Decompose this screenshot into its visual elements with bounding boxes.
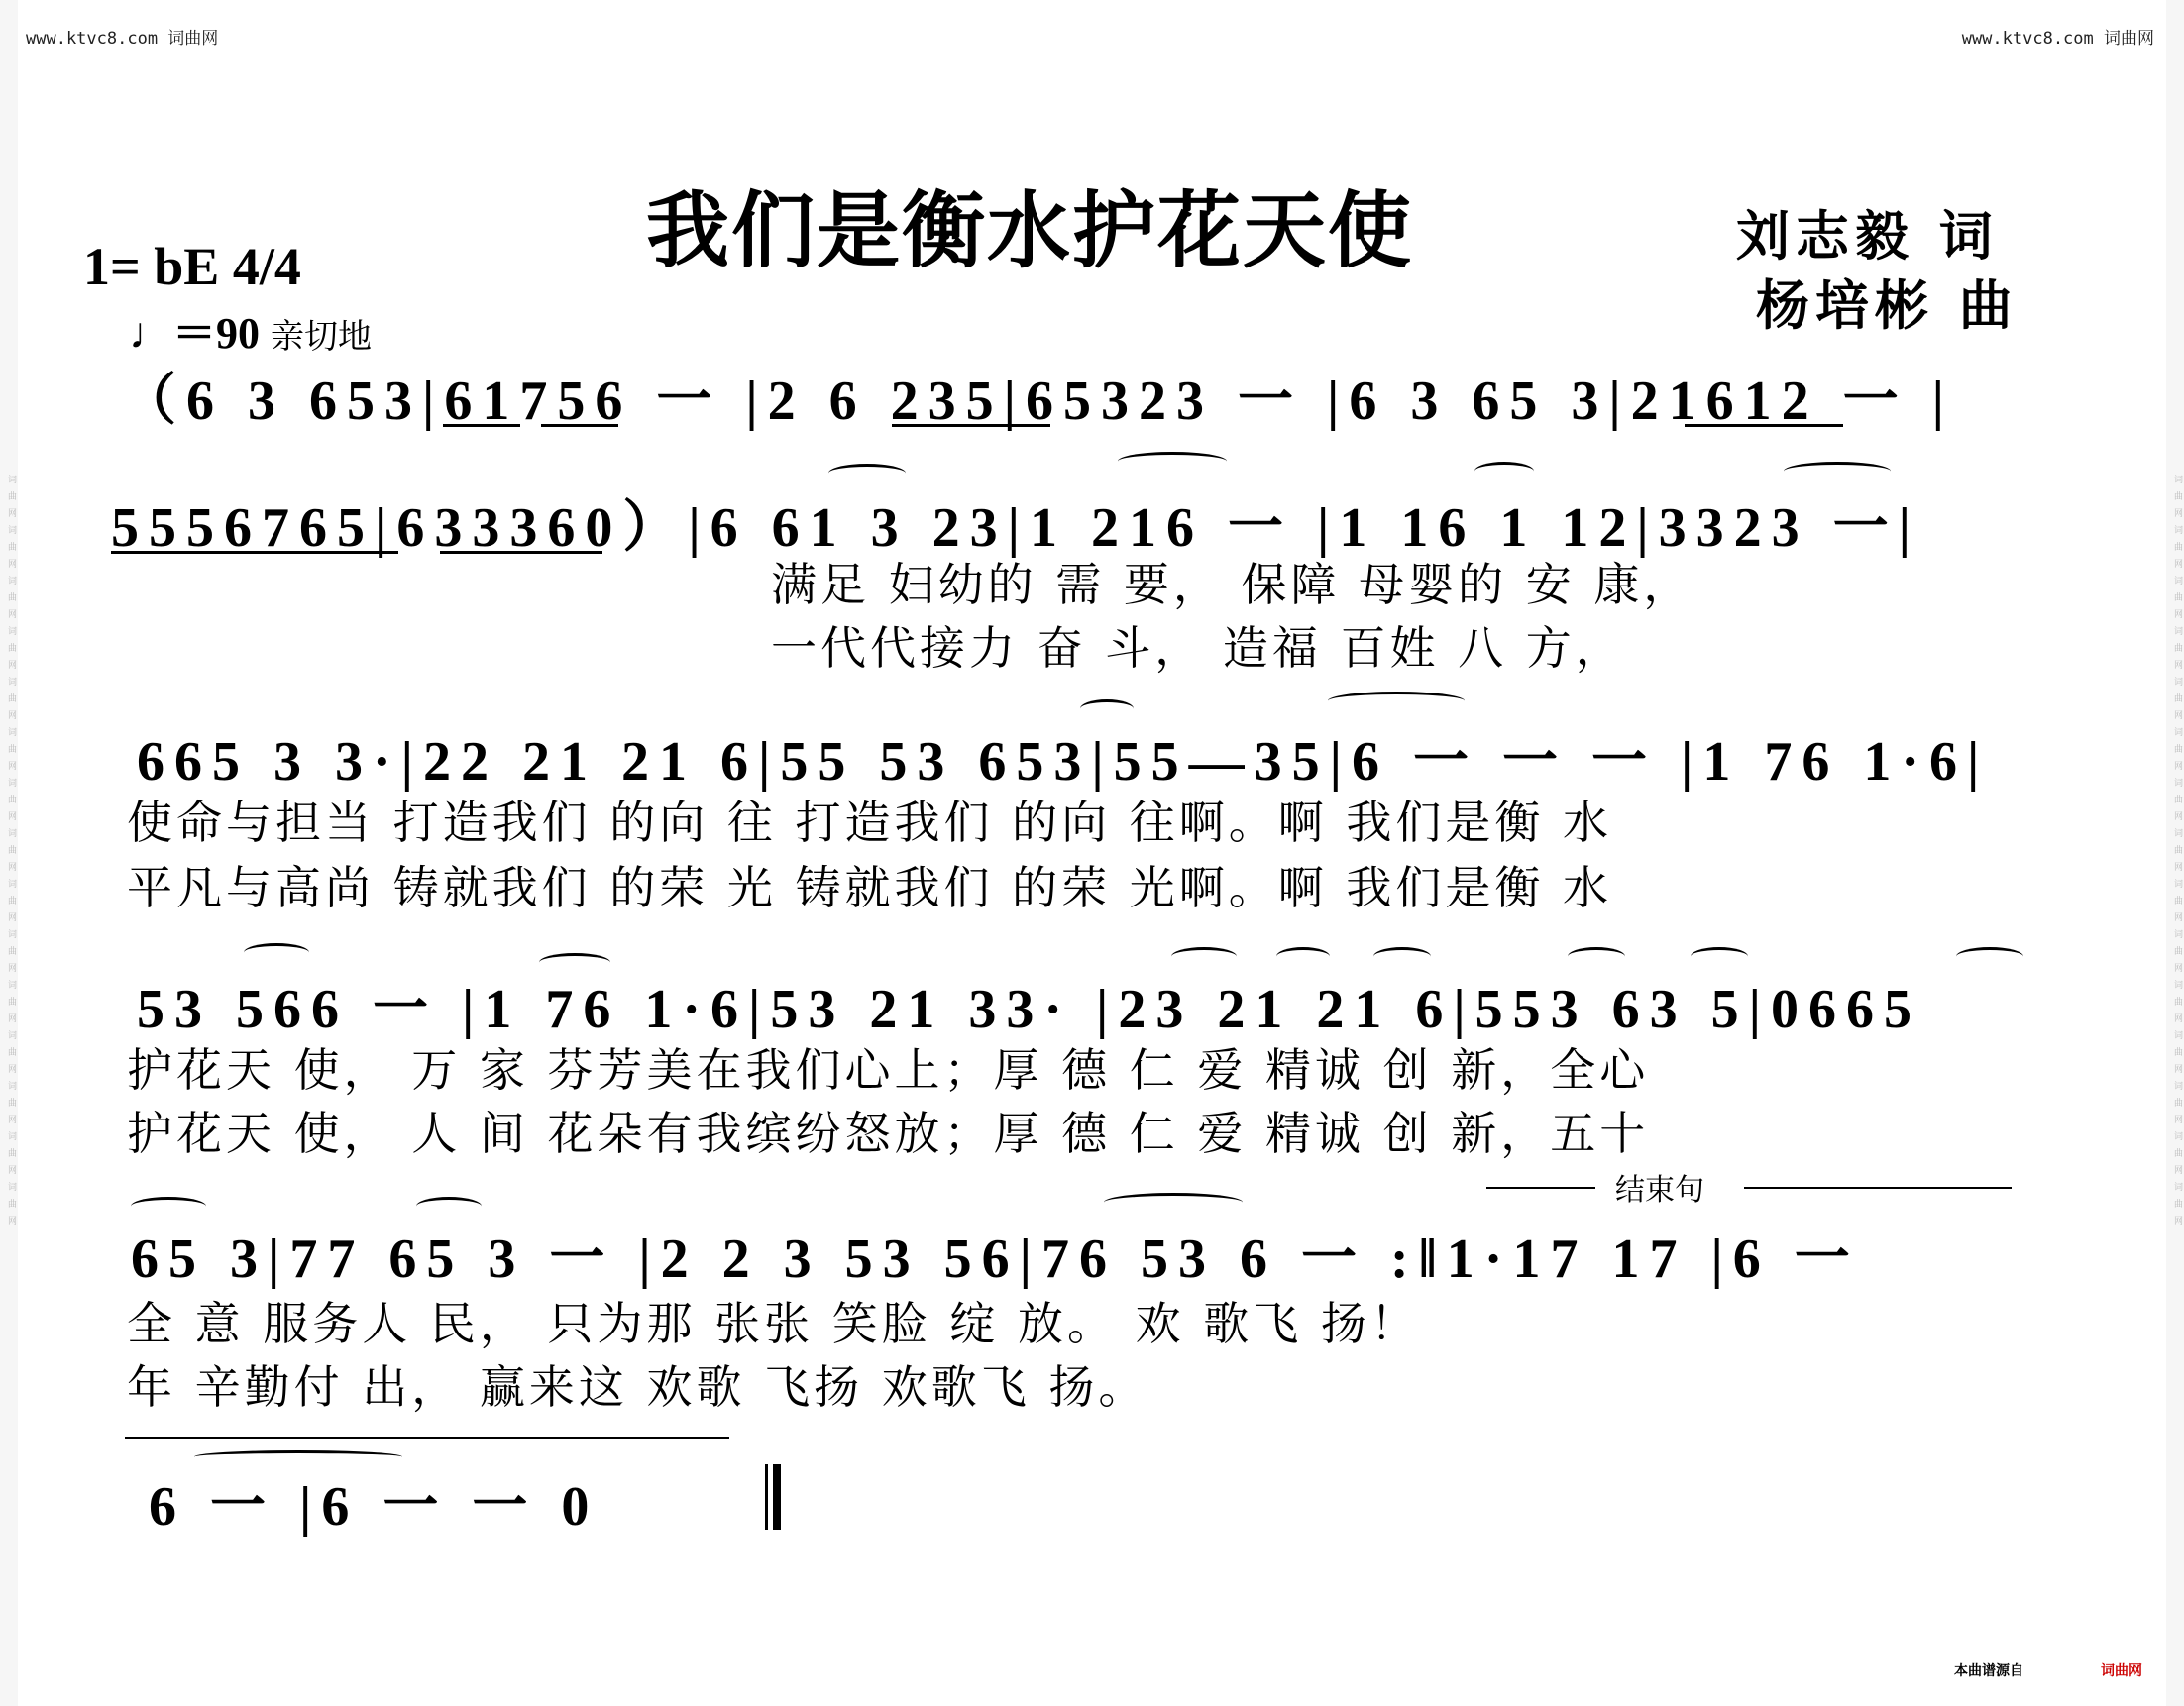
lyric-line-2-verse-1: 满足 妇幼的 需 要， 保障 母婴的 安 康，: [771, 558, 1693, 611]
slur: [539, 953, 610, 972]
watermark-top-right: www.ktvc8.com 词曲网: [1961, 29, 2154, 49]
slur: [828, 464, 906, 482]
score-line-6: 6 一 |6 一 一 0: [149, 1476, 600, 1538]
lyric-line-4-verse-1: 护花天 使， 万 家 芬芳美在我们心上；厚 德 仁 爱 精诚 创 新，全心: [127, 1043, 1650, 1097]
coda-bracket-line: [125, 1437, 729, 1439]
lyric-line-3-verse-2: 平凡与高尚 铸就我们 的荣 光 铸就我们 的荣 光啊。啊 我们是衡 水: [127, 861, 1612, 914]
footer-site-link[interactable]: 词曲网: [2101, 1663, 2142, 1679]
score-line-3: 665 3 3·|22 21 21 6|55 53 653|55—35|6 一 一 一 |1 76 1·6|: [137, 731, 1990, 793]
slur: [1276, 947, 1330, 966]
underline: [892, 424, 1050, 427]
underline: [111, 551, 398, 554]
underline: [1685, 424, 1843, 427]
slur: [1691, 947, 1748, 966]
ending-bracket-line: [1486, 1187, 1595, 1189]
tempo-value: ♩＝90: [129, 309, 260, 358]
slur: [1080, 699, 1134, 718]
underline: [443, 424, 520, 427]
slur: [1328, 692, 1465, 710]
left-edge-watermark: 词曲网词曲网词曲网词曲网词曲网词曲网词曲网词曲网词曲网词曲网词曲网词曲网词曲网词曲网词曲网: [0, 0, 18, 1706]
slur: [1784, 462, 1891, 480]
watermark-top-left: www.ktvc8.com 词曲网: [26, 29, 219, 49]
slur: [1171, 947, 1237, 966]
slur: [1104, 1193, 1243, 1212]
slur: [1474, 462, 1534, 480]
ending-label: 结束句: [1615, 1173, 1704, 1208]
right-edge-watermark: 词曲网词曲网词曲网词曲网词曲网词曲网词曲网词曲网词曲网词曲网词曲网词曲网词曲网词曲网词曲网: [2166, 0, 2184, 1706]
slur: [194, 1450, 402, 1463]
slur: [244, 943, 309, 962]
slur: [1118, 452, 1227, 471]
final-barline-thick: [773, 1464, 781, 1530]
score-line-1: （6 3 653|61756 一 |2 6 235|65323 一 |6 3 65 3|21612 一 |: [121, 371, 1954, 432]
slur: [131, 1197, 206, 1216]
score-line-4: 53 566 一 |1 76 1·6|53 21 33· |23 21 21 6|553 63 5|0665: [137, 979, 1922, 1040]
key-signature: 1= bE 4/4: [83, 237, 301, 296]
footer-source-label: 本曲谱源自: [1954, 1663, 2023, 1679]
tempo-marking: [129, 297, 372, 361]
underline: [440, 551, 602, 554]
final-barline-thin: [765, 1464, 768, 1530]
ending-bracket-line: [1744, 1187, 2012, 1189]
slur: [416, 1197, 482, 1216]
slur: [1568, 947, 1625, 966]
score-line-5: 65 3|77 65 3 一 |2 2 3 53 56|76 53 6 一 :‖1·17 17 |6 一: [131, 1228, 1860, 1290]
composer-credit: 杨培彬 曲: [1756, 274, 2019, 337]
slur: [1956, 947, 2023, 966]
underline: [541, 424, 618, 427]
lyric-line-4-verse-2: 护花天 使， 人 间 花朵有我缤纷怒放；厚 德 仁 爱 精诚 创 新，五十: [127, 1107, 1650, 1160]
lyric-line-3-verse-1: 使命与担当 打造我们 的向 往 打造我们 的向 往啊。啊 我们是衡 水: [127, 796, 1612, 849]
lyric-line-5-verse-2: 年 辛勤付 出， 赢来这 欢歌 飞扬 欢歌飞 扬。: [127, 1360, 1148, 1414]
lyric-line-2-verse-2: 一代代接力 奋 斗， 造福 百姓 八 方，: [771, 621, 1625, 675]
song-title: 我们是衡水护花天使: [646, 182, 1414, 279]
expression-marking: 亲切地: [271, 317, 372, 357]
lyric-line-5-verse-1: 全 意 服务人 民， 只为那 张张 笑脸 绽 放。 欢 歌飞 扬！: [127, 1297, 1420, 1350]
score-line-2: 5556765|633360）|6 61 3 23|1 216 一 |1 16 1 12|3323 一|: [111, 497, 1920, 559]
lyricist-credit: 刘志毅 词: [1736, 205, 1999, 267]
slur: [1373, 947, 1431, 966]
